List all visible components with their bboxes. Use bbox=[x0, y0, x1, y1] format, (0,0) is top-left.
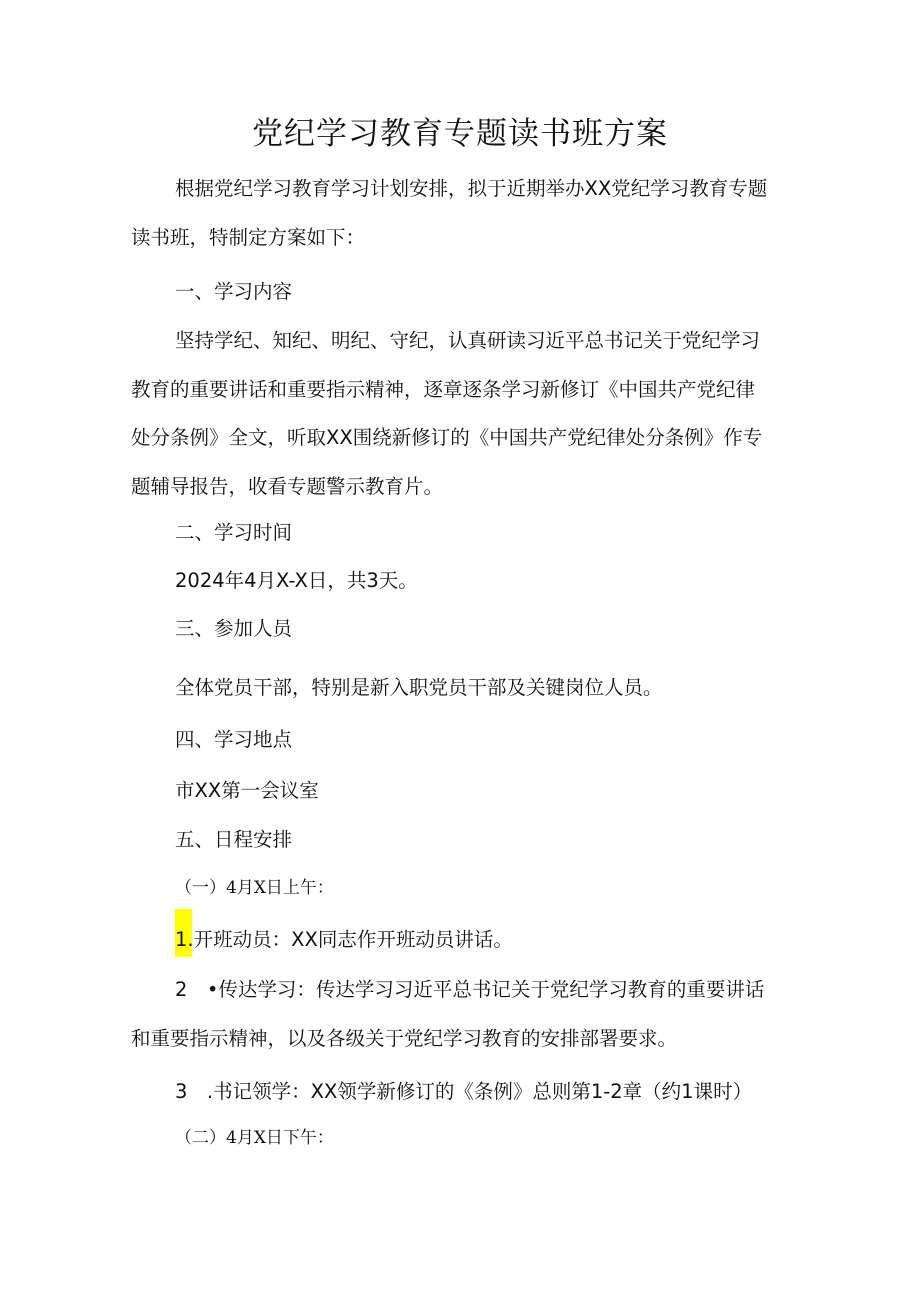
section-4-heading: 四、学习地点 bbox=[175, 728, 293, 751]
section-1-body bbox=[0, 317, 920, 511]
intro-line-2: 读书班，特制定方案如下： bbox=[131, 225, 366, 249]
intro-paragraph bbox=[0, 165, 920, 262]
schedule-afternoon-subheading: （二）4月X日下午： bbox=[175, 1128, 334, 1148]
section-3-heading: 三、参加人员 bbox=[175, 617, 293, 640]
schedule-morning-subheading: （一）4月X日上午： bbox=[175, 878, 334, 898]
schedule-item-1: 1.开班动员：XX同志作开班动员讲话。 bbox=[175, 928, 513, 951]
section-3-body: 全体党员干部，特别是新入职党员干部及关键岗位人员。 bbox=[175, 676, 663, 699]
schedule-item-3: 3 .书记领学：XX领学新修订的《条例》总则第1-2章（约1课时） bbox=[175, 1080, 753, 1103]
section-1-line-1: 坚持学纪、知纪、明纪、守纪，认真研读习近平总书记关于党纪学习 bbox=[175, 329, 761, 352]
section-1-line-4: 题辅导报告，收看专题警示教育片。 bbox=[131, 474, 444, 498]
section-5-heading: 五、日程安排 bbox=[175, 828, 293, 851]
section-1-line-2: 教育的重要讲话和重要指示精神，逐章逐条学习新修订《中国共产党纪律 bbox=[131, 377, 756, 401]
section-1-line-3: 处分条例》全文，听取XX围绕新修订的《中国共产党纪律处分条例》作专 bbox=[131, 426, 763, 449]
section-1-heading: 一、学习内容 bbox=[175, 280, 293, 303]
schedule-item-2-line-1: 2 •传达学习：传达学习习近平总书记关于党纪学习教育的重要讲话 bbox=[175, 978, 765, 1001]
document-title: 党纪学习教育专题读书班方案 bbox=[252, 116, 668, 152]
schedule-item-2-line-2: 和重要指示精神，以及各级关于党纪学习教育的安排部署要求。 bbox=[131, 1026, 678, 1050]
intro-line-1: 根据党纪学习教育学习计划安排，拟于近期举办XX党纪学习教育专题 bbox=[175, 177, 768, 200]
section-2-body: 2024年4月X-X日，共3天。 bbox=[175, 569, 418, 592]
section-4-body: 市XX第一会议室 bbox=[175, 779, 319, 802]
section-2-heading: 二、学习时间 bbox=[175, 521, 293, 544]
schedule-item-2 bbox=[0, 966, 920, 1063]
